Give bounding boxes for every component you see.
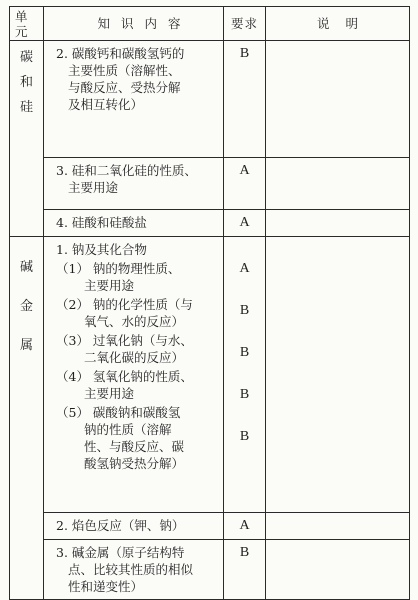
unit-name-char: 碳 [19,50,33,65]
header-requirement-label: 要求 [230,16,258,31]
table-row [10,540,410,600]
knowledge-line: 二氧化碳的反应） [84,350,185,365]
table-row [10,158,410,210]
requirement-cell [224,237,266,513]
header-note [266,7,410,41]
header-requirement [224,7,266,41]
unit-cell-carbon-silicon [10,41,44,237]
knowledge-line: 主要性质（溶解性、 [68,63,181,78]
note-cell [266,513,410,540]
requirement-value: B [239,46,250,61]
knowledge-line: 与酸反应、受热分解 [68,80,181,95]
knowledge-cell [44,237,224,513]
table-row [10,41,410,158]
header-row [10,7,410,41]
unit-name-char: 属 [19,338,33,353]
knowledge-line: 氧气、水的反应） [84,314,185,329]
knowledge-cell [44,210,224,237]
table-row [10,237,410,513]
knowledge-line: 2. 碳酸钙和碳酸氢钙的 [56,46,185,61]
table-row [10,210,410,237]
knowledge-line: （2） 钠的化学性质（与 [56,297,193,312]
note-cell [266,210,410,237]
note-cell [266,237,410,513]
knowledge-line: 点、比较其性质的相似 [68,562,194,577]
knowledge-cell [44,158,224,210]
header-unit [10,7,44,41]
knowledge-line: 性和递变性） [68,579,144,594]
knowledge-line: 及相互转化） [68,97,144,112]
syllabus-table [9,6,410,600]
requirement-value: B [239,545,250,560]
knowledge-line: 3. 碱金属（原子结构特 [56,545,185,560]
knowledge-line: 钠的性质（溶解 [84,422,172,437]
knowledge-line: 3. 硅和二氧化硅的性质、 [56,163,197,178]
knowledge-line: 主要用途 [84,386,135,401]
knowledge-line: 2. 焰色反应（钾、钠） [56,518,185,533]
knowledge-cell [44,41,224,158]
unit-name-char: 金 [19,299,33,314]
header-note-label: 说明 [316,16,374,31]
knowledge-line: 酸氢钠受热分解） [84,456,185,471]
requirement-cell [224,158,266,210]
knowledge-title: 1. 钠及其化合物 [56,242,147,257]
header-unit-char: 单 [15,8,28,24]
knowledge-line: （4） 氢氧化钠的性质、 [56,369,193,384]
knowledge-cell [44,540,224,600]
requirement-value: A [239,261,250,276]
note-cell [266,158,410,210]
knowledge-line: 4. 硅酸和硅酸盐 [56,215,147,230]
note-cell [266,41,410,158]
header-knowledge-label: 知识内容 [97,16,192,31]
header-knowledge [44,7,224,41]
knowledge-line: 主要用途 [68,180,119,195]
unit-name-char: 硅 [19,100,33,115]
requirement-cell [224,210,266,237]
knowledge-line: 主要用途 [84,278,135,293]
requirement-value: B [239,303,250,318]
requirement-value: A [239,215,250,230]
knowledge-line: （3） 过氧化钠（与水、 [56,333,193,348]
requirement-value: B [239,387,250,402]
header-unit-char: 元 [15,23,28,39]
knowledge-line: （5） 碳酸钠和碳酸氢 [56,405,181,420]
sub-item [44,368,221,402]
unit-name-char: 碱 [19,260,33,275]
requirement-value: A [239,163,250,178]
requirement-cell [224,540,266,600]
sub-item [44,260,221,294]
knowledge-cell [44,513,224,540]
unit-cell-alkali-metals [10,237,44,600]
sub-item [44,404,221,472]
table-row [10,513,410,540]
requirement-value: B [239,429,250,444]
requirement-value: B [239,345,250,360]
requirement-cell [224,513,266,540]
sub-item [44,296,221,330]
note-cell [266,540,410,600]
knowledge-line: （1） 钠的物理性质、 [56,261,181,276]
knowledge-line: 性、与酸反应、碳 [84,439,185,454]
unit-name-char: 和 [19,75,33,90]
sub-item [44,332,221,366]
requirement-value: A [239,518,250,533]
requirement-cell [224,41,266,158]
